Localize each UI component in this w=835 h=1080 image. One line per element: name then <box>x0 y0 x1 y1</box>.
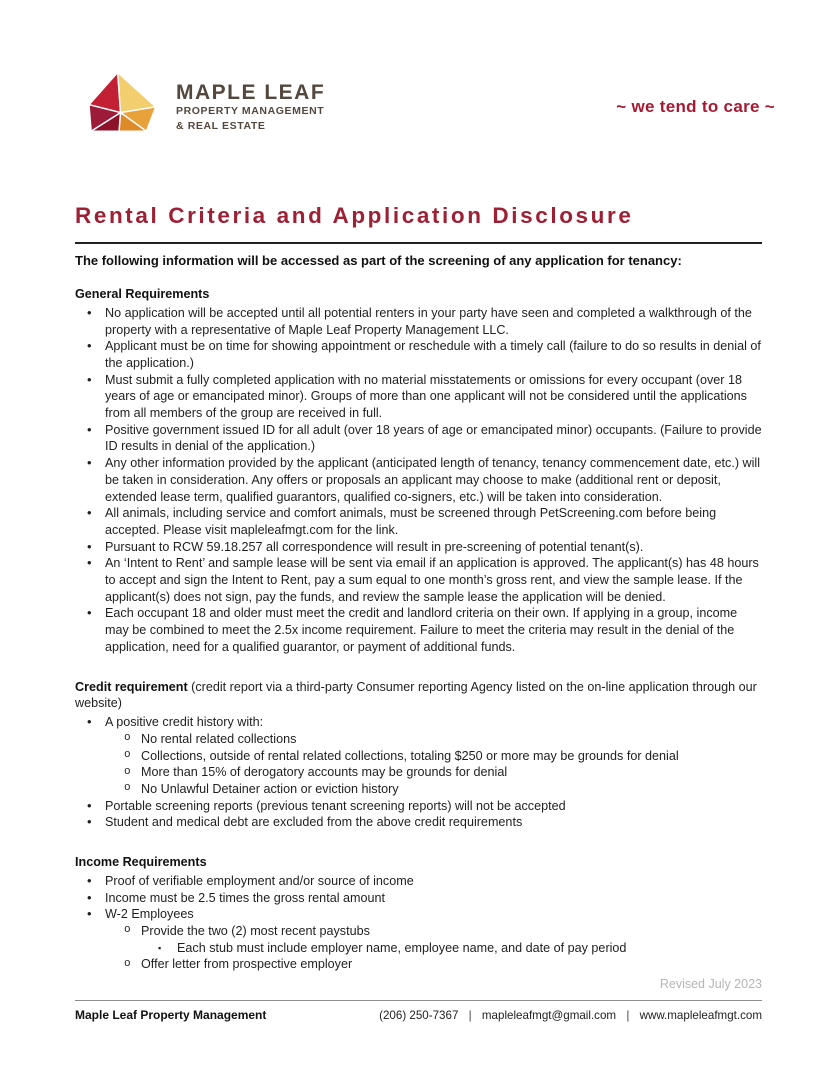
revision-date: Revised July 2023 <box>659 977 762 992</box>
list-item-text: Applicant must be on time for showing appointment or reschedule with a timely call (failure to do so results in denial of the application.) <box>105 339 761 370</box>
list-item <box>141 731 762 748</box>
credit-requirement-list <box>75 714 762 831</box>
list-item <box>177 940 762 957</box>
list-item <box>105 539 762 556</box>
list-item-text: No rental related collections <box>141 731 297 746</box>
list-item-text: Collections, outside of rental related collections, totaling $250 or more may be grounds for denial <box>141 748 679 763</box>
list-item <box>141 748 762 765</box>
list-item-text: All animals, including service and comfort animals, must be screened through PetScreening.com before being accepted. Please visit mapleleafmgt.com for the link. <box>105 506 717 537</box>
list-item <box>105 890 762 907</box>
list-item-text: A positive credit history with: <box>105 715 264 730</box>
list-item <box>105 873 762 890</box>
footer-website[interactable]: www.mapleleafmgt.com <box>639 1009 762 1022</box>
section-credit-requirement <box>75 679 762 832</box>
company-tagline: ~ we tend to care ~ <box>616 97 775 116</box>
list-item <box>105 555 762 605</box>
title-divider <box>75 242 762 244</box>
logo-subtitle-line2: & REAL ESTATE <box>176 119 266 132</box>
list-item <box>105 814 762 831</box>
section-income-requirements <box>75 854 762 973</box>
list-item-text: Positive government issued ID for all adult (over 18 years of age or emancipated minor) occupants. (Failure to provide ID results in denial of the application.) <box>105 422 762 454</box>
section-general-requirements <box>75 286 762 656</box>
logo-wordmark <box>176 82 325 133</box>
list-item <box>105 455 762 505</box>
maple-leaf-house-logo-icon <box>85 71 159 137</box>
list-item-text: Any other information provided by the applicant (anticipated length of tenancy, tenancy commencement date, etc.) will be taken in consideration. Any offers or proposals an applicant may choose to make (additional rent or deposit, extended lease term, qualified guarantors, qualified co-signers, etc.) will be taken into consideration. <box>105 456 761 504</box>
list-item-text: Offer letter from prospective employer <box>141 957 353 972</box>
list-item-text: Each stub must include employer name, employee name, and date of pay period <box>177 940 627 955</box>
list-item-text: W-2 Employees <box>105 907 194 922</box>
credit-history-sublist <box>105 731 762 798</box>
footer-separator: | <box>626 1009 630 1022</box>
list-item <box>105 906 762 973</box>
list-item-text: Each occupant 18 and older must meet the credit and landlord criteria on their own. If applying in a group, income may be combined to meet the 2.5x income requirement. Failure to meet the criteria may result in the denial of the application, need for a qualified guarantor, or payment of additional funds. <box>105 606 738 654</box>
list-item-text: Provide the two (2) most recent paystubs <box>141 923 370 938</box>
logo-subtitle-line1: PROPERTY MANAGEMENT <box>176 105 325 117</box>
credit-heading-detail: (credit report via a third-party Consumer reporting Agency listed on the on-line application through our website) <box>75 679 757 711</box>
paystub-detail-sublist <box>141 940 762 957</box>
list-item <box>141 781 762 798</box>
list-item <box>141 764 762 781</box>
list-item <box>105 338 762 371</box>
document-body <box>0 202 835 991</box>
list-item <box>105 605 762 655</box>
credit-requirement-heading <box>75 679 762 713</box>
intro-statement: The following information will be accessed as part of the screening of any application for tenancy: <box>75 253 682 268</box>
footer-divider <box>75 1000 762 1001</box>
list-item-text: An ‘Intent to Rent’ and sample lease will be sent via email if an application is approved. The applicant(s) has 48 hours to accept and sign the Intent to Rent, pay a sum equal to one month’s gross rent, and view the sample lease. If the applicant(s) does not sign, pay the funds, and review the sample lease the application will be denied. <box>105 556 759 604</box>
list-item-text: No Unlawful Detainer action or eviction history <box>141 781 399 796</box>
list-item <box>105 372 762 422</box>
footer-email[interactable]: mapleleafmgt@gmail.com <box>481 1009 617 1022</box>
general-requirements-list <box>75 305 762 656</box>
list-item <box>105 714 762 798</box>
list-item <box>105 422 762 455</box>
general-requirements-heading: General Requirements <box>75 287 210 301</box>
list-item <box>141 923 762 956</box>
list-item <box>105 505 762 538</box>
document-footer <box>75 1000 762 1022</box>
page-title: Rental Criteria and Application Disclosure <box>75 203 634 228</box>
logo-company-name: MAPLE LEAF <box>176 81 326 104</box>
document-header <box>0 0 835 140</box>
footer-phone: (206) 250-7367 <box>379 1009 459 1022</box>
footer-separator: | <box>468 1009 472 1022</box>
list-item-text: More than 15% of derogatory accounts may be grounds for denial <box>141 765 508 780</box>
credit-heading-bold: Credit requirement <box>75 679 188 694</box>
list-item-text: Proof of verifiable employment and/or source of income <box>105 873 414 888</box>
list-item-text: Income must be 2.5 times the gross rental amount <box>105 890 385 905</box>
list-item <box>105 798 762 815</box>
list-item-text: Student and medical debt are excluded from the above credit requirements <box>105 815 523 830</box>
income-requirements-list <box>75 873 762 973</box>
list-item-text: No application will be accepted until all potential renters in your party have seen and completed a walkthrough of the property with a representative of Maple Leaf Property Management LLC. <box>105 305 752 337</box>
list-item-text: Must submit a fully completed application with no material misstatements or omissions for every occupant (over 18 years of age or emancipated minor). Groups of more than one applicant will not be considered until the applications from all members of the group are received in full. <box>105 372 747 421</box>
list-item <box>141 956 762 973</box>
list-item-text: Portable screening reports (previous tenant screening reports) will not be accepted <box>105 798 566 813</box>
footer-company-name: Maple Leaf Property Management <box>75 1008 267 1022</box>
footer-contact-info <box>379 1009 762 1022</box>
list-item-text: Pursuant to RCW 59.18.257 all correspondence will result in pre-screening of potential tenant(s). <box>105 539 644 554</box>
income-requirements-heading: Income Requirements <box>75 855 207 870</box>
list-item <box>105 305 762 338</box>
w2-employees-sublist <box>105 923 762 973</box>
